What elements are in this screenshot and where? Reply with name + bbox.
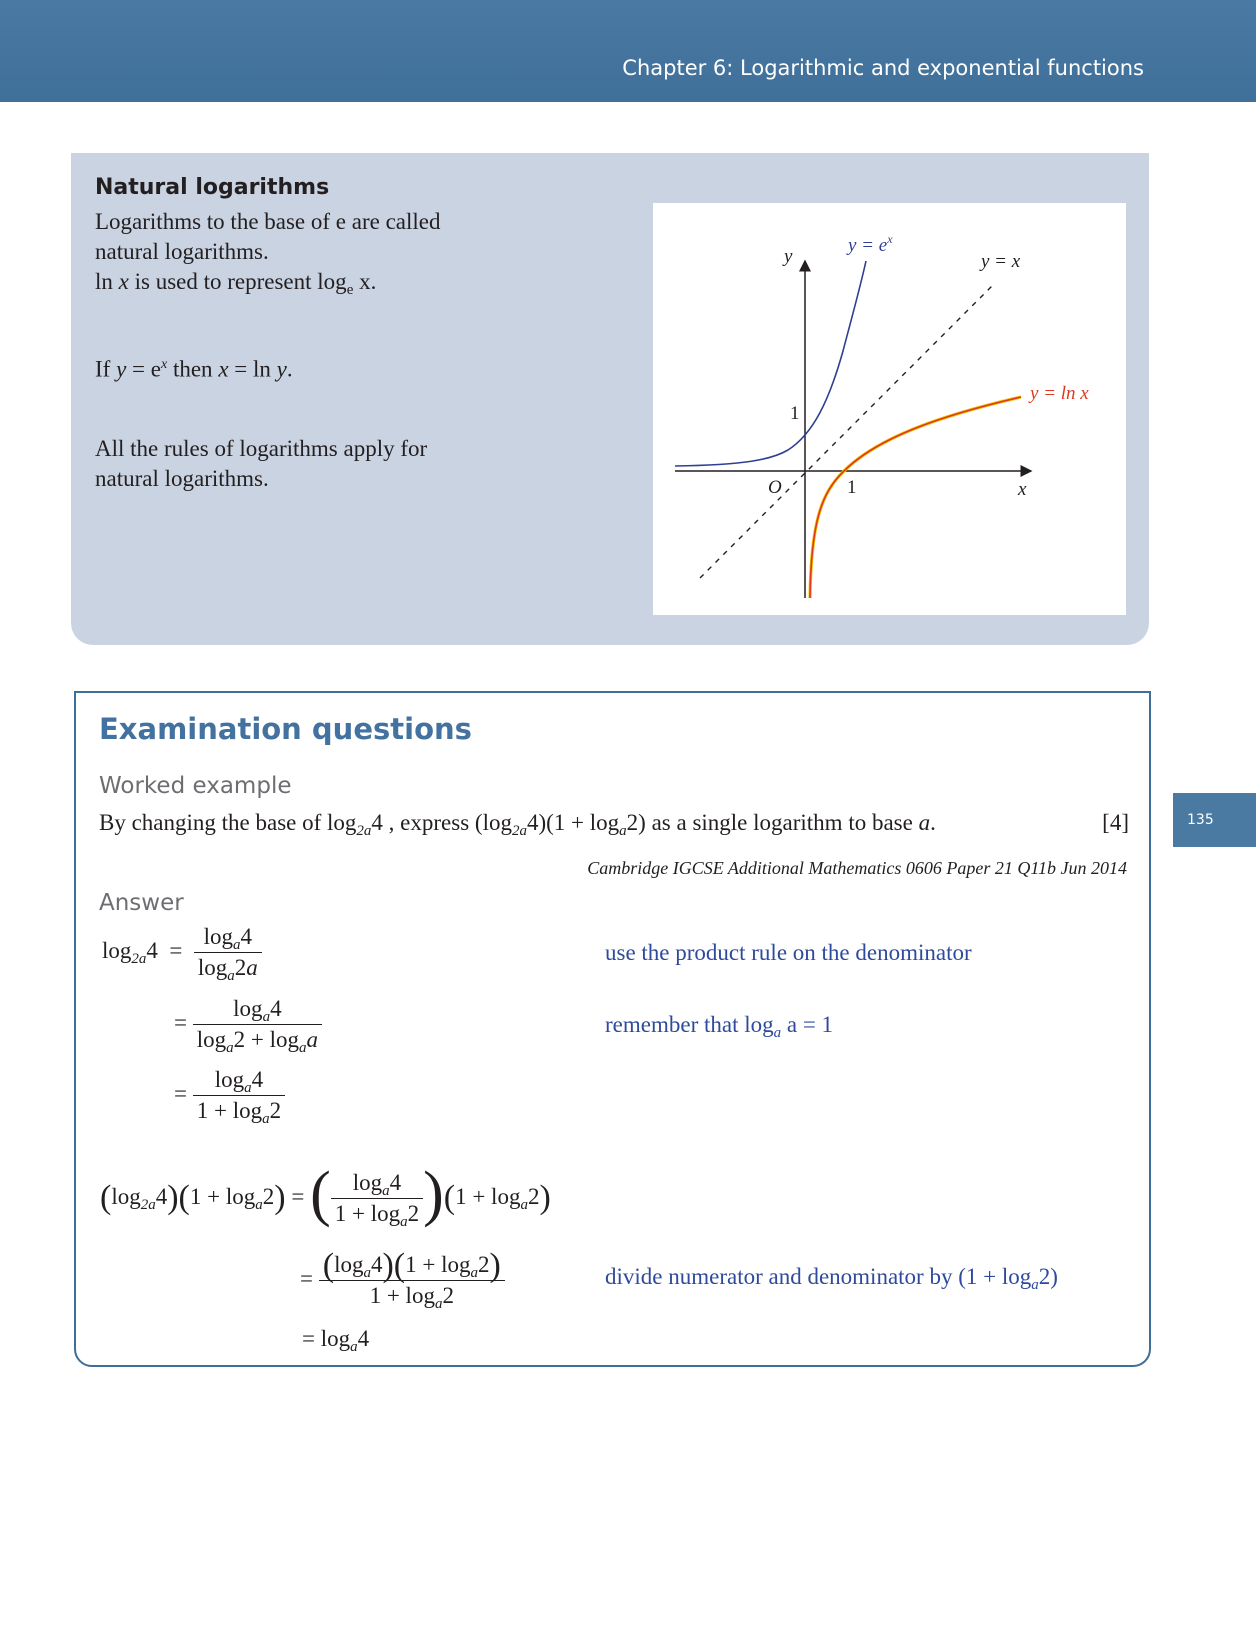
definition-line-3: ln x is used to represent $\log_e x$. — [95, 269, 377, 298]
exp-ln-graph — [653, 203, 1126, 615]
header-band — [0, 0, 1256, 102]
label-y-equals-x: y = x — [981, 251, 1021, 272]
page-number: 135 — [1173, 793, 1256, 847]
definition-line-2: natural logarithms. — [95, 239, 269, 264]
question-source: Cambridge IGCSE Additional Mathematics 0606 Paper 21 Q11b Jun 2014 — [587, 858, 1127, 878]
working-step-4: $(\log_{2a}4)(1 + \log_a2)$ = ( $\frac{\log_a4}{1 + \log_a2}$ )$(1 + \log_a2)$ — [100, 1159, 551, 1230]
note-remember: remember that $\log_a a = 1$ — [605, 1012, 834, 1041]
answer-heading: Answer — [99, 890, 184, 916]
curve-ln-glow — [810, 397, 1021, 598]
note-product-rule: use the product rule on the denominator — [605, 940, 972, 965]
question-text: By changing the base of $\log_{2a}4$ , express $(\log_{2a}4)(1 + \log_a2)$ as a single logarithm to base a. [4] — [99, 810, 1129, 839]
fraction: $\frac{\log_a4}{\log_a2 + \log_aa}$ — [193, 996, 322, 1053]
working-step-1: $\log_{2a}4$ = $\frac{\log_a4}{\log_a2a}$ — [102, 924, 262, 981]
rules-line-2: natural logarithms. — [95, 466, 269, 491]
natural-logarithms-heading: Natural logarithms — [95, 175, 330, 200]
label-one-y: 1 — [790, 403, 800, 424]
label-y-axis: y — [784, 246, 793, 267]
definition-line-1: Logarithms to the base of e are called — [95, 209, 441, 234]
working-step-5: = $\frac{(\log_a4)(1 + \log_a2)}{1 + \log_a2}$ — [300, 1252, 505, 1309]
working-step-6: = $\log_a4$ — [302, 1326, 370, 1355]
fraction: $\frac{\log_a4}{1 + \log_a2}$ — [331, 1170, 423, 1227]
graph-svg — [653, 203, 1126, 615]
marks: [4] — [1102, 810, 1129, 835]
working-step-3: = $\frac{\log_a4}{1 + \log_a2}$ — [174, 1067, 285, 1124]
exp-ln-relation: If $y = e^x$ then x = ln y. — [95, 356, 293, 382]
rules-line-1: All the rules of logarithms apply for — [95, 436, 428, 461]
worked-example-heading: Worked example — [99, 773, 292, 799]
fraction: $\frac{\log_a4}{\log_a2a}$ — [194, 924, 262, 981]
working-step-2: = $\frac{\log_a4}{\log_a2 + \log_aa}$ — [174, 996, 322, 1053]
fraction: $\frac{\log_a4}{1 + \log_a2}$ — [193, 1067, 285, 1124]
examination-title: Examination questions — [99, 712, 472, 746]
label-one-x: 1 — [847, 477, 857, 498]
label-exp-curve: $y = e^x$ — [848, 232, 893, 256]
chapter-title: Chapter 6: Logarithmic and exponential functions — [622, 56, 1144, 80]
fraction: $\frac{(\log_a4)(1 + \log_a2)}{1 + \log_a2}$ — [319, 1252, 505, 1309]
label-origin: O — [768, 477, 782, 498]
natural-logarithms-panel — [71, 153, 1149, 645]
label-x-axis: x — [1018, 479, 1027, 500]
curve-exponential — [675, 261, 866, 466]
note-divide: divide numerator and denominator by $(1 + \log_a2)$ — [605, 1264, 1058, 1293]
label-ln-curve: y = ln x — [1030, 383, 1089, 404]
line-y-equals-x — [700, 283, 995, 578]
